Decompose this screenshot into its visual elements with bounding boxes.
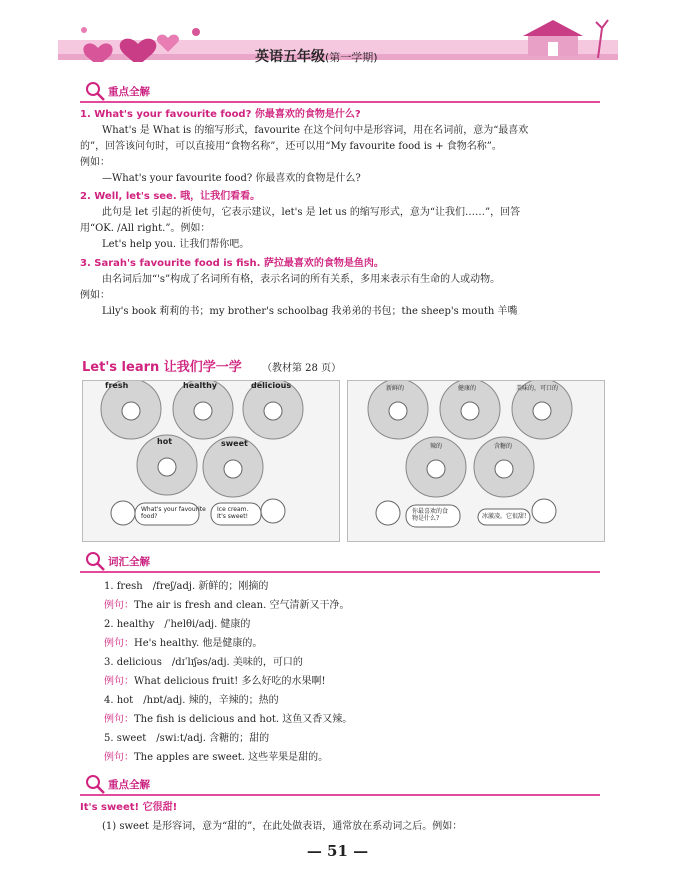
point-1-heading: 1. What's your favourite food? 你最喜欢的食物是什么? — [80, 109, 361, 120]
magnifier-icon — [84, 773, 106, 795]
section-header-key-points-2: 重点全解 — [84, 773, 150, 795]
section-header-vocabulary: 词汇全解 — [84, 550, 150, 572]
bubble-text: food? — [141, 513, 158, 520]
food-label: 新鲜的 — [386, 385, 405, 392]
food-label: fresh — [105, 381, 129, 390]
speech-bubble — [217, 506, 248, 520]
magnifier-icon — [84, 550, 106, 572]
point-heading: It's sweet! 它很甜! — [80, 802, 178, 813]
bubble-text: What's your favourite — [141, 506, 206, 513]
section-divider — [80, 101, 600, 103]
point-3-heading: 3. Sarah's favourite food is fish. 萨拉最喜欢的食物是鱼肉。 — [80, 258, 384, 269]
food-illustration — [83, 381, 339, 541]
page-number: — 51 — — [306, 842, 369, 860]
bubble-text: 你最喜欢的食 — [412, 508, 449, 515]
section-divider — [80, 794, 600, 796]
paragraph-line: (1) sweet 是形容词，意为“甜的”，在此处做表语，通常放在系动词之后。例如： — [102, 821, 463, 832]
food-label: 辣的 — [430, 443, 443, 450]
food-illustration — [348, 381, 604, 541]
food-label: hot — [157, 437, 173, 446]
point-2-heading: 2. Well, let's see. 哦，让我们看看。 — [80, 191, 261, 202]
food-label: sweet — [221, 439, 248, 448]
speech-bubble — [482, 513, 526, 520]
vocab-example: 例句：The air is fresh and clean. 空气清新又干净。 — [104, 600, 350, 611]
paragraph-line: What's 是 What is 的缩写形式，favourite 在这个问句中是形容词，用在名词前，意为“最喜欢 — [102, 125, 529, 136]
illustration-panel-chinese — [347, 380, 605, 542]
paragraph-line: 用“OK. /All right.”。例如： — [80, 223, 211, 234]
food-label: 健康的 — [458, 385, 477, 392]
example-line: —What's your favourite food? 你最喜欢的食物是什么? — [102, 173, 361, 184]
vocab-word: 5. sweet /swiːt/adj. 含糖的；甜的 — [104, 733, 270, 744]
section-header-key-points: 重点全解 — [84, 80, 150, 102]
magnifier-icon — [84, 80, 106, 102]
food-label: 美味的，可口的 — [516, 385, 559, 392]
page-header-title: 英语五年级(第一学期) — [255, 49, 378, 65]
speech-bubble — [412, 508, 448, 522]
vocab-word: 1. fresh /freʃ/adj. 新鲜的；刚摘的 — [104, 581, 269, 592]
vocab-word: 4. hot /hɒt/adj. 辣的，辛辣的；热的 — [104, 695, 279, 706]
illustration-panel-english — [82, 380, 340, 542]
bubble-text: Ice cream. — [217, 506, 249, 513]
food-label: delicious — [251, 381, 292, 390]
paragraph-line: 由名词后加“'s”构成了名词所有格，表示名词的所有关系，多用来表示有生命的人或动物。 — [102, 274, 501, 285]
vocab-example: 例句：He's healthy. 他是健康的。 — [104, 638, 263, 649]
speech-bubble — [141, 506, 206, 520]
food-label: 含糖的 — [494, 443, 513, 450]
example-line: Let's help you. 让我们帮你吧。 — [102, 239, 250, 250]
vocab-word: 2. healthy /ˈhelθi/adj. 健康的 — [104, 619, 251, 630]
bubble-text: It's sweet! — [217, 513, 248, 520]
vocab-word: 3. delicious /dɪˈlɪʃəs/adj. 美味的，可口的 — [104, 657, 303, 668]
paragraph-line: 例如： — [80, 157, 110, 168]
textbook-page-reference: （教材第 28 页） — [262, 363, 342, 374]
lets-learn-title: Let's learn 让我们学一学 — [82, 360, 242, 375]
paragraph-line: 例如： — [80, 290, 110, 301]
food-label: healthy — [183, 381, 217, 390]
example-line: Lily's book 莉莉的书；my brother's schoolbag 我弟弟的书包；the sheep's mouth 羊嘴 — [102, 306, 518, 317]
paragraph-line: 此句是 let 引起的祈使句，它表示建议，let's 是 let us 的缩写形式，意为“让我们……”，回答 — [102, 207, 521, 218]
vocab-example: 例句：The fish is delicious and hot. 这鱼又香又辣。 — [104, 714, 353, 725]
bubble-text: 冰激凌。它很甜! — [482, 513, 527, 520]
paragraph-line: 的”，回答该问句时，可以直接用“食物名称”，还可以用“My favourite food is + 食物名称”。 — [80, 141, 502, 152]
section-divider — [80, 571, 600, 573]
vocab-example: 例句：The apples are sweet. 这些苹果是甜的。 — [104, 752, 329, 763]
vocab-example: 例句：What delicious fruit! 多么好吃的水果啊! — [104, 676, 326, 687]
bubble-text: 物是什么? — [412, 515, 440, 522]
